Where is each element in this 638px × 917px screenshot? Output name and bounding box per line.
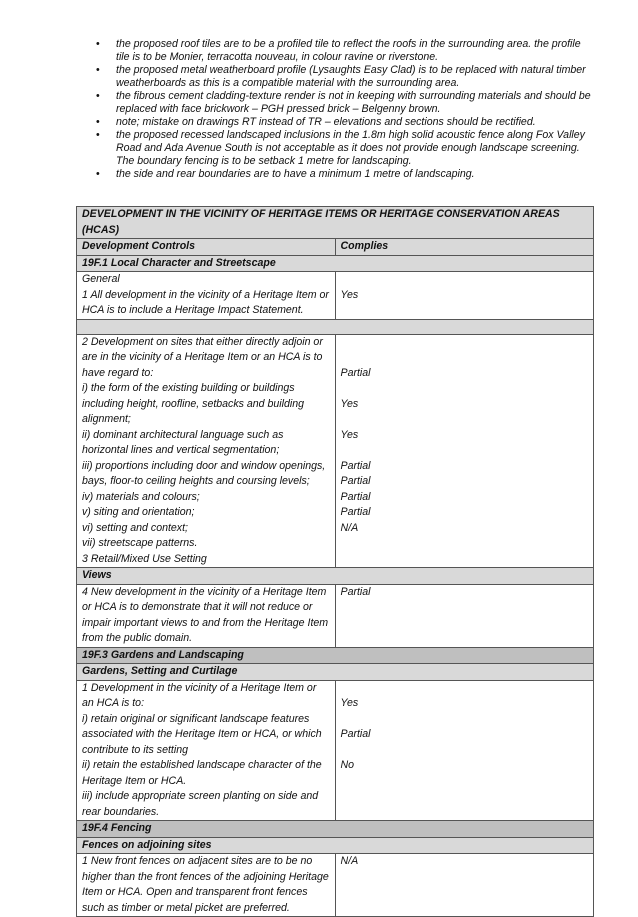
subsection-heading: Gardens, Setting and Curtilage [77,664,594,681]
complies-cell [335,334,594,568]
complies-cell [335,272,594,320]
control-text: 3 Retail/Mixed Use Setting [82,552,207,565]
complies-value: N/A [340,521,359,534]
section-heading-row [77,647,594,664]
control-text: 1 Development in the vicinity of a Heritage Item or an HCA is to: [82,681,317,709]
control-text: ii) retain the established landscape character of the Heritage Item or HCA. [82,759,322,787]
complies-value: Partial [340,506,371,518]
blank-row [77,319,594,334]
section-heading: 19F.3 Gardens and Landscaping [77,647,594,664]
notes-bullet-list [96,38,596,181]
complies-value: Yes [340,428,359,441]
control-text: iii) proportions including door and window openings, bays, floor-to ceiling heights and coursing levels; [82,459,326,487]
complies-value: No [340,759,355,771]
bullet-item: • the proposed roof tiles are to be a profiled tile to reflect the roofs in the surrounding area. the profile tile is to be Monier, terracotta nouveau, in colour ravine or riverstone. [96,38,596,64]
section-heading: 19F.4 Fencing [77,821,594,838]
control-text: ii) dominant architectural language such as horizontal lines and vertical segmentation; [82,428,284,456]
control-text: iv) materials and colours; [82,490,200,503]
control-text: vi) setting and context; [82,521,188,534]
control-text: vii) streetscape patterns. [82,537,198,549]
complies-value: Partial [340,366,371,379]
blank-cell [77,319,594,334]
complies-value: Yes [340,288,359,301]
complies-cell [335,680,594,821]
complies-value: Partial [340,728,371,740]
control-cell: 1 New front fences on adjacent sites are to be no higher than the front fences of the adjoining Heritage Item or HCA. Open and transparent front fences such as timber or metal picket are preferred. [77,854,336,917]
table-row [77,680,594,821]
section-heading: 19F.1 Local Character and Streetscape [77,255,594,272]
control-cell: 4 New development in the vicinity of a Heritage Item or HCA is to demonstrate that it will not reduce or impair important views to and from the Heritage Item from the public domain. [77,584,336,647]
control-cell [77,680,336,821]
column-header-row [77,239,594,256]
complies-value: Partial [340,459,371,472]
control-text: 1 All development in the vicinity of a Heritage Item or HCA is to include a Heritage Impact Statement. [82,288,329,316]
table-row [77,272,594,320]
control-text: i) the form of the existing building or buildings including height, roofline, setbacks and building alignment; [82,382,305,425]
bullet-item: • note; mistake on drawings RT instead of TR – elevations and sections should be rectified. [96,116,596,129]
subheading-general: General [82,273,120,285]
subsection-heading-row [77,837,594,854]
complies-cell: Partial [335,584,594,647]
bullet-item: • the fibrous cement cladding-texture render is not in keeping with surrounding materials and should be replaced with face brickwork – PGH pressed brick – Belgenny brown. [96,90,596,116]
bullet-item: • the proposed metal weatherboard profile (Lysaughts Easy Clad) is to be replaced with natural timber weatherboards as this is a compatible material with the surrounding area. [96,64,596,90]
control-text: 2 Development on sites that either directly adjoin or are in the vicinity of a Heritage Item or an HCA is to have regard to: [82,335,323,379]
table-row [77,584,594,647]
subsection-heading: Fences on adjoining sites [77,837,594,854]
section-heading-row [77,255,594,272]
complies-value: Yes [340,397,359,410]
complies-cell: N/A [335,854,594,917]
complies-value: Partial [340,475,371,487]
subsection-heading-row [77,664,594,681]
column-header-controls: Development Controls [77,239,336,256]
table-row [77,854,594,917]
subsection-heading: Views [77,568,594,585]
column-header-complies: Complies [335,239,594,256]
table-title: DEVELOPMENT IN THE VICINITY OF HERITAGE ITEMS OR HERITAGE CONSERVATION AREAS (HCAS) [77,207,594,239]
control-text: v) siting and orientation; [82,506,195,518]
table-title-row [77,207,594,239]
control-text: i) retain original or significant landscape features associated with the Heritage Item or HCA, or which contribute to its setting [82,712,322,756]
bullet-item: • the proposed recessed landscaped inclusions in the 1.8m high solid acoustic fence along Fox Valley Road and Ada Avenue South is not acceptable as it does not provide enough landscape screening. The boundary fencing is to be setback 1 metre for landscaping. [96,129,596,168]
control-cell [77,334,336,568]
complies-value: Partial [340,490,371,503]
heritage-controls-table [76,206,594,917]
control-cell [77,272,336,320]
subsection-heading-row [77,568,594,585]
complies-value: Yes [340,697,359,709]
section-heading-row [77,821,594,838]
table-row [77,334,594,568]
control-text: iii) include appropriate screen planting on side and rear boundaries. [82,790,319,818]
bullet-item: • the side and rear boundaries are to have a minimum 1 metre of landscaping. [96,168,596,181]
